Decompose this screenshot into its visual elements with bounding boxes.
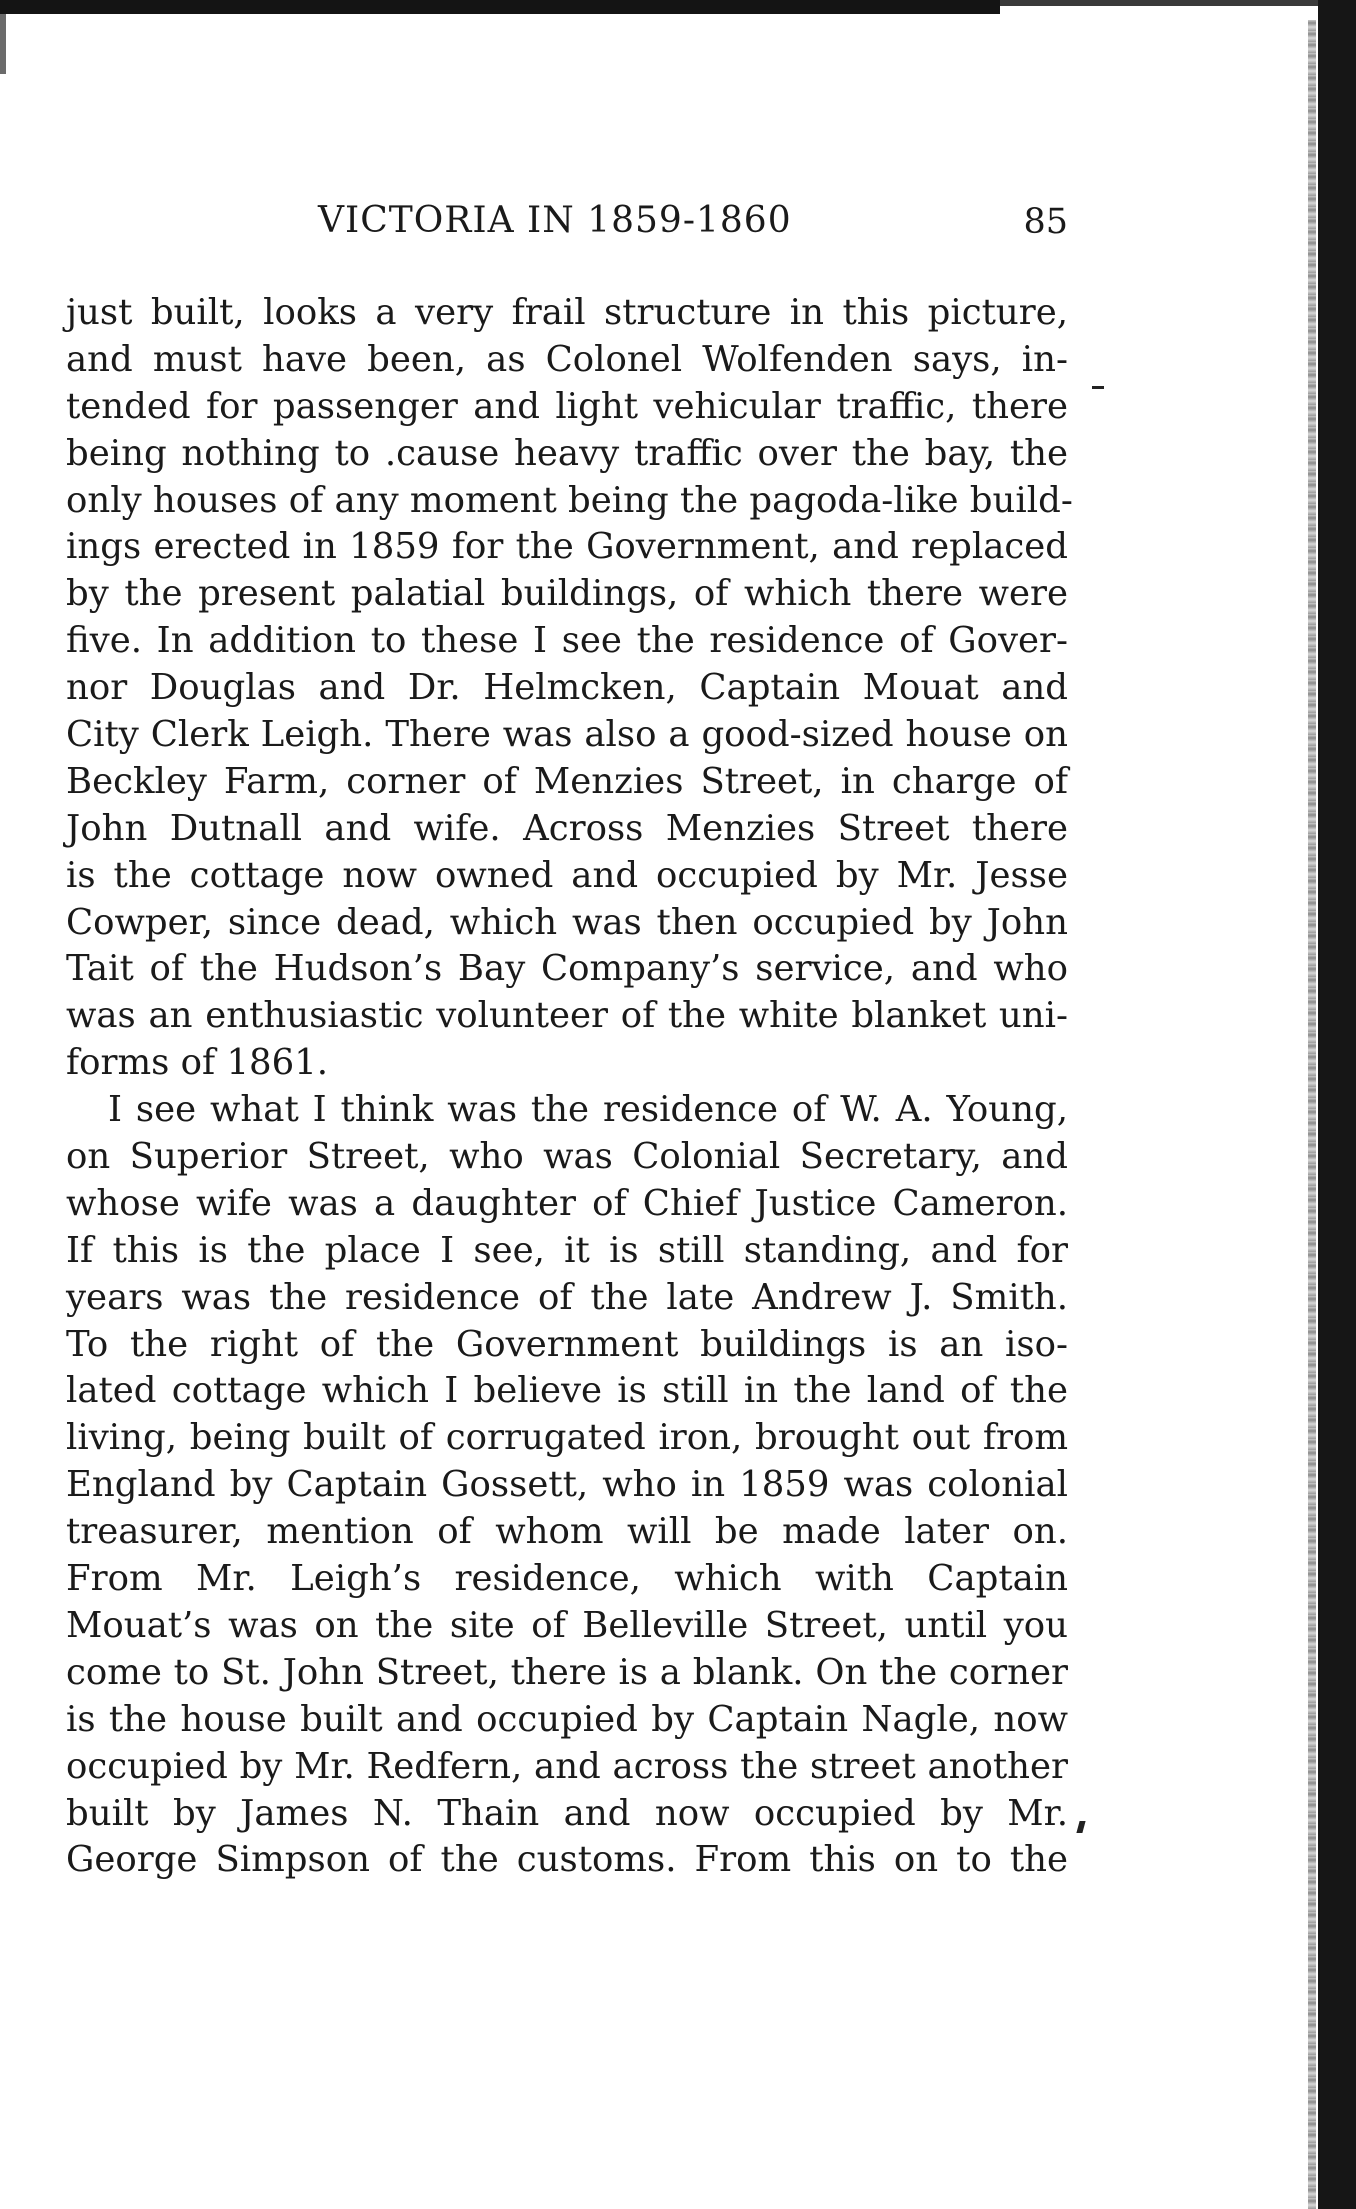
- text-line: City Clerk Leigh. There was also a good-sized house on: [66, 714, 1068, 756]
- text-line: John Dutnall and wife. Across Menzies Street there: [66, 807, 1068, 849]
- margin-mark: [1092, 386, 1104, 389]
- text-line: living, being built of corrugated iron, brought out from: [66, 1417, 1068, 1459]
- text-line: To the right of the Government buildings is an iso-: [66, 1323, 1068, 1365]
- text-line: I see what I think was the residence of W. A. Young,: [108, 1089, 1068, 1131]
- text-line: built by James N. Thain and now occupied by Mr.: [66, 1792, 1068, 1834]
- page-number: 85: [1023, 202, 1068, 242]
- text-line: nor Douglas and Dr. Helmcken, Captain Mouat and: [66, 667, 1068, 709]
- scan-edge-top: [0, 0, 1000, 14]
- text-line: Cowper, since dead, which was then occupied by John: [66, 901, 1068, 943]
- text-line: and must have been, as Colonel Wolfenden says, in-: [66, 338, 1068, 380]
- text-line: is the house built and occupied by Captain Nagle, now: [66, 1698, 1068, 1740]
- text-line: Mouat’s was on the site of Belleville Street, until you: [66, 1604, 1068, 1646]
- text-line: tended for passenger and light vehicular traffic, there: [66, 385, 1068, 427]
- scan-edge-right: [1318, 0, 1356, 2209]
- text-line: being nothing to .cause heavy traffic over the bay, the: [66, 432, 1068, 474]
- text-line: come to St. John Street, there is a blank. On the corner: [66, 1651, 1068, 1693]
- text-line: ings erected in 1859 for the Government, and replaced: [66, 526, 1068, 568]
- text-line: From Mr. Leigh’s residence, which with Captain: [66, 1558, 1068, 1600]
- text-line: was an enthusiastic volunteer of the white blanket uni-: [66, 995, 1068, 1037]
- scan-edge-left: [0, 14, 6, 74]
- text-line: is the cottage now owned and occupied by Mr. Jesse: [66, 854, 1068, 896]
- text-line: on Superior Street, who was Colonial Secretary, and: [66, 1136, 1068, 1178]
- text-line: England by Captain Gossett, who in 1859 was colonial: [66, 1464, 1068, 1506]
- text-line: by the present palatial buildings, of which there were: [66, 573, 1068, 615]
- text-line: Tait of the Hudson’s Bay Company’s service, and who: [66, 948, 1068, 990]
- text-line: occupied by Mr. Redfern, and across the street another: [66, 1745, 1068, 1787]
- text-line: If this is the place I see, it is still standing, and for: [66, 1229, 1068, 1271]
- scan-edge-top-fade: [1000, 0, 1320, 6]
- text-line: whose wife was a daughter of Chief Justice Cameron.: [66, 1182, 1068, 1224]
- text-line: only houses of any moment being the pagoda-like build-: [66, 479, 1073, 521]
- text-line: five. In addition to these I see the residence of Gover-: [66, 620, 1068, 662]
- running-title: VICTORIA IN 1859-1860: [318, 200, 792, 241]
- text-line: lated cottage which I believe is still in the land of the: [66, 1370, 1068, 1412]
- page-edge-shading: [1308, 20, 1316, 2209]
- text-line: years was the residence of the late Andrew J. Smith.: [66, 1276, 1068, 1318]
- body-text: [66, 290, 1073, 1884]
- text-line: Beckley Farm, corner of Menzies Street, in charge of: [66, 760, 1068, 802]
- text-line: treasurer, mention of whom will be made later on.: [66, 1511, 1068, 1553]
- page-header: [318, 200, 1068, 260]
- text-line: forms of 1861.: [66, 1042, 329, 1084]
- text-line: George Simpson of the customs. From this on to the: [66, 1839, 1068, 1881]
- text-line: just built, looks a very frail structure in this picture,: [66, 292, 1068, 333]
- margin-mark: [1076, 1821, 1085, 1833]
